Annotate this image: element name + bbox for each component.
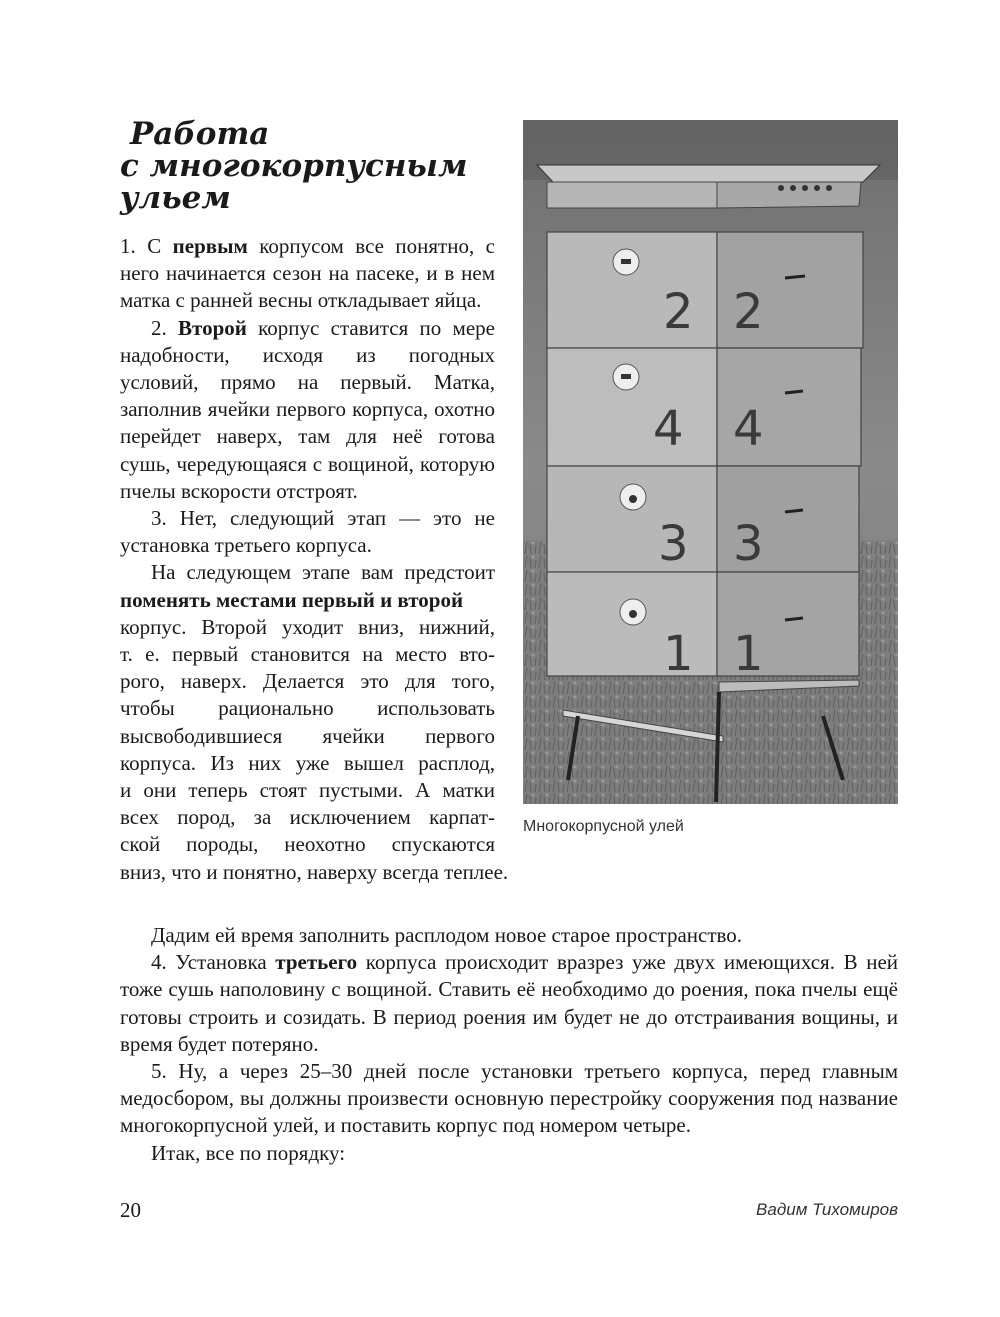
text-line: ской породы, неохотно спускаются <box>120 832 495 857</box>
paragraph-4: На следующем этапе вам предстоит поменять местами первый и второй <box>120 560 495 612</box>
paragraph-1: 1. С первым корпусом все понятно, с него начинается сезон на пасеке, и в нем матка с ранней весны откладывает яйца. <box>120 234 495 313</box>
box-number: 2 <box>733 284 764 340</box>
text-line: чтобы рационально использовать <box>120 696 495 721</box>
text-line: корпуса. Из них уже вышел расплод, <box>120 750 495 775</box>
narrow-text-column <box>120 233 509 886</box>
text-line: всех пород, за исключением карпат- <box>120 805 495 830</box>
paragraph-8: Итак, все по порядку: <box>151 1140 346 1165</box>
title-line: Работа <box>130 116 270 152</box>
paragraph-4-continued <box>120 614 509 886</box>
title-line: с многокорпусным <box>120 148 468 184</box>
title-line: ульем <box>120 180 231 216</box>
full-width-text <box>120 922 898 1167</box>
box-number: 1 <box>733 626 764 682</box>
box-number: 1 <box>663 626 694 682</box>
text-line: рого, наверх. Делается это для того, <box>120 669 495 694</box>
box-number: 3 <box>733 516 764 572</box>
text-line: высвободившиеся ячейки первого <box>120 723 495 748</box>
text-line: корпус. Второй уходит вниз, нижний, <box>120 614 495 639</box>
page-number: 20 <box>120 1198 141 1222</box>
photo-caption: Многокорпусной улей <box>523 818 684 835</box>
box-number: 4 <box>733 401 764 457</box>
beehive-photo <box>523 120 898 804</box>
paragraph-3: 3. Нет, следующий этап — это не установка третьего корпуса. <box>120 506 495 558</box>
paragraph-5: Дадим ей время заполнить расплодом новое старое пространство. <box>151 923 743 947</box>
paragraph-6: 4. Установка третьего корпуса происходит вразрез уже двух имеющихся. В ней тоже сушь наполовину с вощиной. Ставить её необходимо до роения, пока пчелы ещё готовы строить и созидать. В период роения им будет не до отстраивания вощины, и время будет потеряно. <box>120 950 898 1056</box>
text-line: и они теперь стоят пустыми. А матки <box>120 778 495 803</box>
box-number: 4 <box>653 401 684 457</box>
beehive-illustration <box>523 120 898 804</box>
text-line: вниз, что и понятно, наверху всегда теплее. <box>120 859 509 884</box>
box-number: 3 <box>658 516 689 572</box>
paragraph-7: 5. Ну, а через 25–30 дней после установки третьего корпуса, перед главным медосбором, вы должны произвести основную перестройку сооружения под название многокорпусной улей, и поставить корпус под номером четыре. <box>120 1059 898 1138</box>
chapter-title <box>120 118 510 214</box>
author-name: Вадим Тихомиров <box>756 1200 898 1219</box>
box-number: 2 <box>663 284 694 340</box>
paragraph-2: 2. Второй корпус ставится по мере надобности, исходя из погодных условий, прямо на первый. Матка, заполнив ячейки первого корпуса, охотно перейдет наверх, там для неё готова сушь, чередующаяся с вощиной, которую пчелы вскорости отстроят. <box>120 315 495 503</box>
text-line: т. е. первый становится на место вто- <box>120 642 495 667</box>
